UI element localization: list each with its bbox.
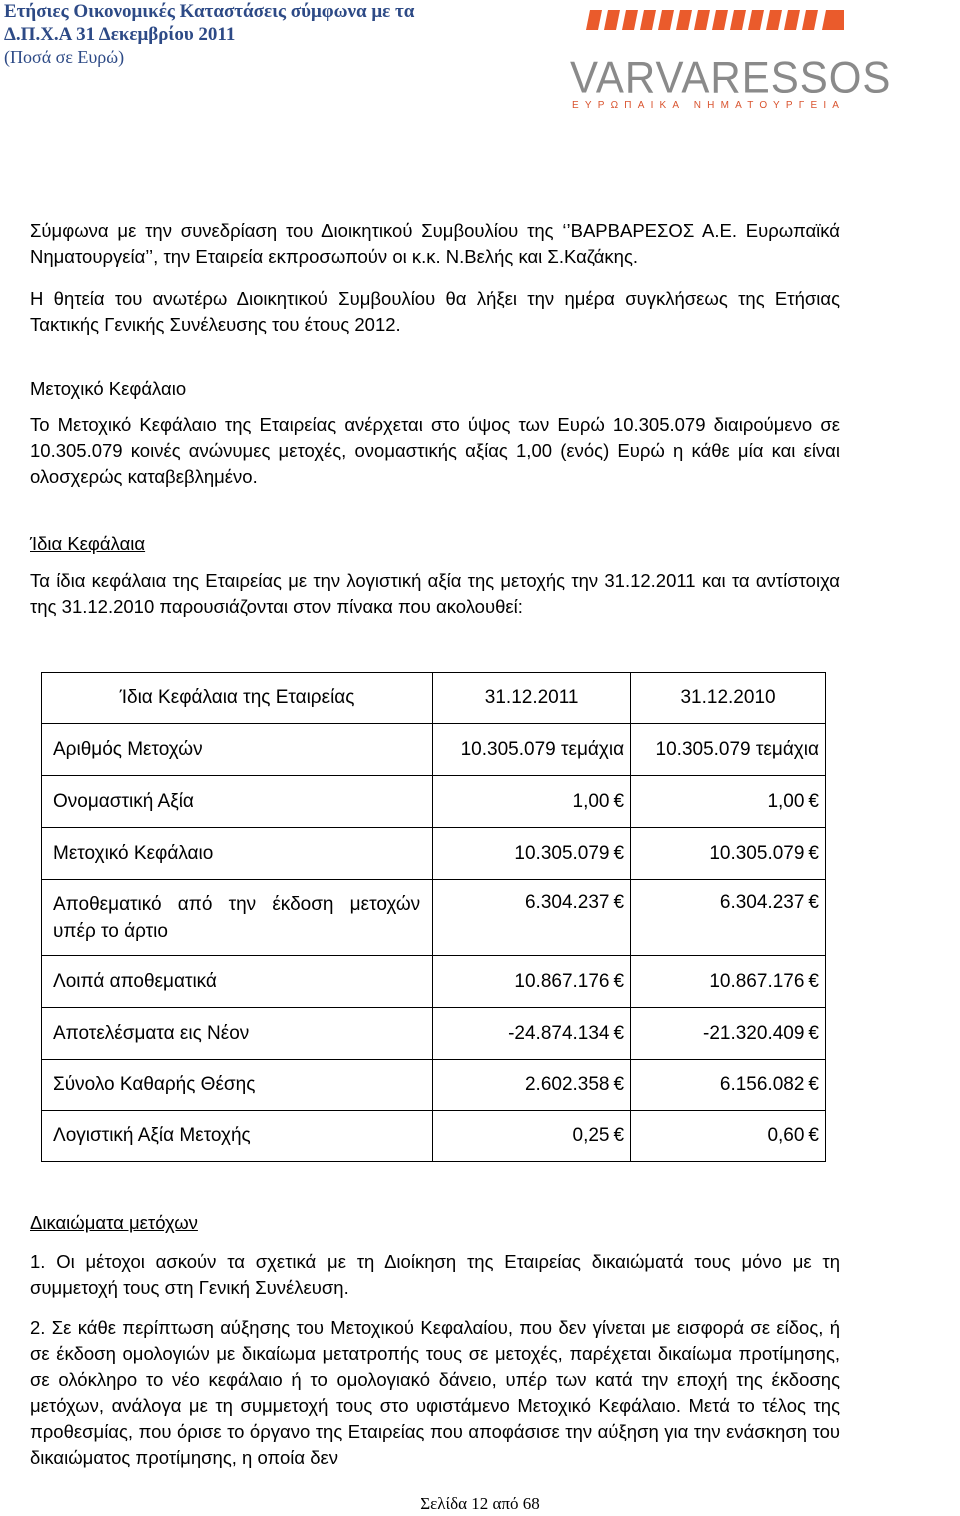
table-row: [42, 724, 826, 776]
value-2010: 1,00 €: [631, 776, 826, 828]
table-row: [42, 776, 826, 828]
value-2010: 10.305.079 €: [631, 828, 826, 880]
equity-heading: Ίδια Κεφάλαια: [30, 533, 146, 554]
table-row: [42, 828, 826, 880]
value-2010: 10.867.176 €: [631, 956, 826, 1008]
value-2011: 6.304.237 €: [433, 880, 631, 956]
euro-sign-icon: €: [613, 970, 625, 992]
varvaressos-logo: [568, 8, 892, 118]
euro-sign-icon: €: [808, 1022, 819, 1044]
value-2010: 6.156.082 €: [631, 1060, 826, 1111]
row-label: Λοιπά αποθεματικά: [42, 956, 433, 1008]
table-row: [42, 1111, 826, 1162]
header-label: Ίδια Κεφάλαια της Εταιρείας: [42, 673, 433, 724]
euro-sign-icon: €: [808, 1125, 819, 1146]
board-term-paragraph: Η θητεία του ανωτέρω Διοικητικού Συμβουλίου θα λήξει την ημέρα συγκλήσεως της Ετήσιας Τακτικής Γενικής Συνέλευσης του έτους 2012.: [30, 288, 840, 335]
table-header-row: [42, 673, 826, 724]
euro-sign-icon: €: [613, 790, 625, 812]
value-2010: 0,60 €: [631, 1111, 826, 1162]
value-2011: 10.305.079 τεμάχια: [433, 724, 631, 776]
shareholder-right-2: 2. Σε κάθε περίπτωση αύξησης του Μετοχικού Κεφαλαίου, που δεν γίνεται με εισφορά σε είδος, ή σε έκδοση ομολογιών με δικαίωμα μετατροπής τους σε μετοχές, παρέχεται δικαίωμα προτίμησης, σε ολόκληρο το νέο κεφάλαιο ή το ομολογιακό δάνειο, υπέρ των κατά την εποχή της έκδοσης μετόχων, ανάλογα με τη συμμετοχή τους στο υφιστάμενο Μετοχικό Κεφάλαιο. Μετά το τέλος της προθεσμίας, που όρισε το όργανο της Εταιρείας που αποφάσισε την αύξηση για την ενάσκηση του δικαιώματος προτίμησης, η οποία δεν: [30, 1317, 840, 1468]
euro-sign-icon: €: [613, 1022, 625, 1044]
share-capital-heading: Μετοχικό Κεφάλαιο: [30, 378, 187, 399]
euro-sign-icon: €: [808, 970, 819, 992]
euro-sign-icon: €: [808, 842, 819, 864]
value-2010: 6.304.237 €: [631, 880, 826, 956]
value-2011: 10.305.079 €: [433, 828, 631, 880]
row-label: Ονομαστική Αξία: [42, 776, 433, 828]
row-label: Αποθεματικό από την έκδοση μετοχών υπέρ το άρτιο: [42, 880, 433, 956]
header-currency-note: (Ποσά σε Ευρώ): [4, 47, 125, 67]
row-label: Αποτελέσματα εις Νέον: [42, 1008, 433, 1060]
row-label: Σύνολο Καθαρής Θέσης: [42, 1060, 433, 1111]
equity-intro-paragraph: Τα ίδια κεφάλαια της Εταιρείας με την λογιστική αξία της μετοχής την 31.12.2011 και τα αντίστοιχα της 31.12.2010 παρουσιάζονται στον πίνακα που ακολουθεί:: [30, 570, 840, 617]
board-representation-paragraph: Σύμφωνα με την συνεδρίαση του Διοικητικού Συμβουλίου της ‘’ΒΑΡΒΑΡΕΣΟΣ Α.Ε. Ευρωπαϊκά Νηματουργεία’’, την Εταιρεία εκπροσωπούν οι κ.κ. Ν.Βελής και Σ.Καζάκης.: [30, 220, 840, 267]
header-col-2011: 31.12.2011: [433, 673, 631, 724]
row-label: Λογιστική Αξία Μετοχής: [42, 1111, 433, 1162]
logo-tagline: ΕΥΡΩΠΑΙΚΑ ΝΗΜΑΤΟΥΡΓΕΙΑ: [572, 100, 846, 111]
value-2011: 0,25 €: [433, 1111, 631, 1162]
logo-stripes-icon: [568, 8, 844, 48]
header-title: Ετήσιες Οικονομικές Καταστάσεις σύμφωνα με τα: [4, 1, 415, 22]
header-date: Δ.Π.Χ.Α 31 Δεκεμβρίου 2011: [4, 24, 236, 45]
table-row: [42, 880, 826, 956]
table-row: [42, 956, 826, 1008]
value-2011: 10.867.176 €: [433, 956, 631, 1008]
euro-sign-icon: €: [808, 892, 819, 913]
euro-sign-icon: €: [613, 892, 625, 913]
row-label: Αριθμός Μετοχών: [42, 724, 433, 776]
euro-sign-icon: €: [613, 1125, 625, 1146]
value-2011: 2.602.358 €: [433, 1060, 631, 1111]
value-2010: 10.305.079 τεμάχια: [631, 724, 826, 776]
value-2011: -24.874.134 €: [433, 1008, 631, 1060]
equity-table: [41, 672, 826, 1162]
euro-sign-icon: €: [808, 790, 819, 812]
page-number: Σελίδα 12 από 68: [420, 1494, 540, 1513]
shareholder-rights-heading: Δικαιώματα μετόχων: [30, 1212, 198, 1233]
share-capital-paragraph: Το Μετοχικό Κεφάλαιο της Εταιρείας ανέρχεται στο ύψος των Ευρώ 10.305.079 διαιρούμενο σε 10.305.079 κοινές ανώνυμες μετοχές, ονομαστικής αξίας 1,00 (ενός) Ευρώ η κάθε μία και είναι ολοσχερώς καταβεβλημένο.: [30, 414, 840, 487]
table-row: [42, 1008, 826, 1060]
header-col-2010: 31.12.2010: [631, 673, 826, 724]
value-2011: 1,00 €: [433, 776, 631, 828]
value-2010: -21.320.409 €: [631, 1008, 826, 1060]
row-label: Μετοχικό Κεφάλαιο: [42, 828, 433, 880]
logo-brand: VARVARESSOS: [570, 52, 892, 103]
shareholder-right-1: 1. Οι μέτοχοι ασκούν τα σχετικά με τη Διοίκηση της Εταιρείας δικαιώματά τους μόνο με τη συμμετοχή τους στη Γενική Συνέλευση.: [30, 1251, 840, 1298]
euro-sign-icon: €: [613, 1074, 625, 1095]
document-header: [4, 0, 414, 69]
euro-sign-icon: €: [808, 1074, 819, 1095]
table-row: [42, 1060, 826, 1111]
euro-sign-icon: €: [613, 842, 625, 864]
